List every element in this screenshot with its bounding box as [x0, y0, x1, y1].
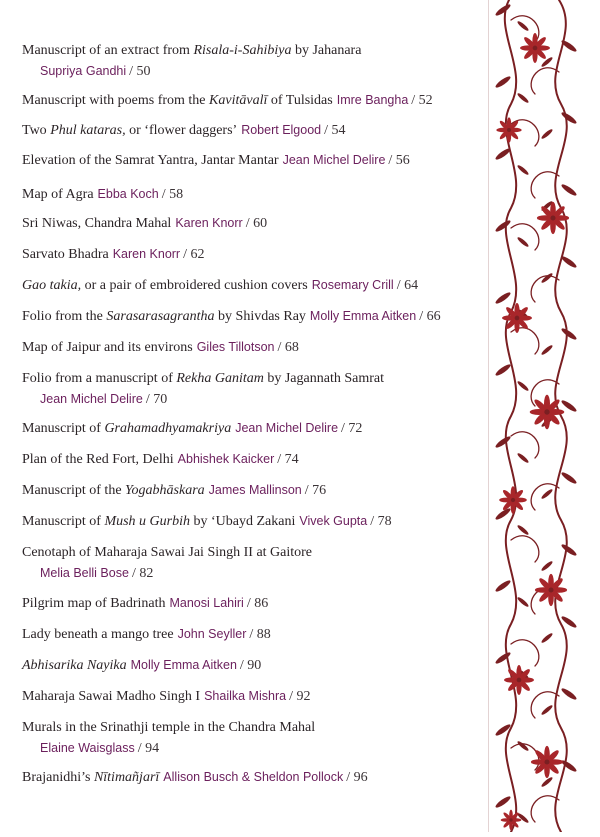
entry-page-number: / 50	[129, 64, 151, 79]
floral-vine-icon	[489, 0, 600, 832]
entry-credit	[231, 421, 362, 436]
entry-credit	[94, 187, 184, 202]
leaf-icon	[540, 344, 553, 356]
toc-entry[interactable]	[22, 275, 472, 296]
toc-entry[interactable]	[22, 717, 472, 759]
leaf-icon	[494, 3, 512, 17]
entry-author: Robert Elgood	[241, 123, 322, 137]
vine-tendril	[511, 224, 539, 250]
entry-page-number: / 74	[277, 452, 299, 467]
leaf-icon	[560, 111, 578, 125]
flower-icon	[535, 574, 567, 606]
entry-page-number: / 54	[324, 123, 346, 138]
toc-entry[interactable]	[22, 213, 472, 234]
entry-credit	[200, 689, 310, 704]
leaf-icon	[560, 687, 578, 701]
entry-credit	[159, 770, 367, 785]
toc-entry[interactable]	[22, 767, 472, 788]
entry-credit	[174, 627, 271, 642]
entry-author: Vivek Gupta	[299, 514, 368, 528]
entry-title: Manuscript of the Yogabhāskara	[22, 483, 205, 498]
entry-title: Gao takia, or a pair of embroidered cushion covers	[22, 278, 308, 293]
entry-author: Jean Michel Delire	[282, 153, 386, 167]
entry-title-italic: Rekha Ganitam	[176, 371, 264, 386]
entry-title-italic: Sarasarasagrantha	[106, 309, 215, 324]
entry-credit	[22, 563, 472, 584]
entry-title: Map of Agra	[22, 187, 94, 202]
leaf-icon	[494, 579, 512, 593]
leaf-icon	[494, 75, 512, 89]
toc-entry[interactable]	[22, 40, 472, 82]
entry-title: Manuscript of Mush u Gurbih by ‘Ubayd Zakani	[22, 514, 296, 529]
flower-icon	[496, 117, 521, 142]
entry-page-number: / 68	[277, 340, 299, 355]
entry-page-number: / 78	[370, 514, 392, 529]
entry-author: Shailka Mishra	[204, 689, 287, 703]
entry-page-number: / 88	[249, 627, 271, 642]
entry-author: Giles Tillotson	[196, 340, 275, 354]
entry-title: Brajanidhi’s Nītimañjarī	[22, 770, 160, 785]
entry-title	[22, 658, 127, 673]
entry-credit	[165, 596, 268, 611]
toc-entry[interactable]	[22, 120, 472, 141]
leaf-icon	[516, 20, 529, 32]
entry-credit	[22, 61, 472, 82]
entry-author: Karen Knorr	[175, 216, 243, 230]
entry-credit	[205, 483, 326, 498]
entry-page-number: / 90	[239, 658, 262, 673]
entry-title-italic: Nītimañjarī	[93, 770, 160, 785]
entry-title: Map of Jaipur and its environs	[22, 340, 193, 355]
leaf-icon	[516, 452, 529, 464]
entry-title-italic: Phul kataras,	[50, 123, 126, 138]
vine-tendril	[511, 536, 539, 562]
entry-author: Melia Belli Bose	[40, 566, 129, 580]
entry-author: Jean Michel Delire	[235, 421, 339, 435]
leaf-icon	[494, 147, 512, 161]
entry-title: Elevation of the Samrat Yantra, Jantar Mantar	[22, 153, 279, 168]
leaf-icon	[516, 524, 529, 536]
leaf-icon	[560, 327, 578, 341]
entry-credit	[306, 309, 441, 324]
toc-entry[interactable]	[22, 306, 472, 327]
entry-title: Sri Niwas, Chandra Mahal	[22, 216, 172, 231]
leaf-icon	[560, 255, 578, 269]
entry-credit	[333, 93, 433, 108]
leaf-icon	[560, 471, 578, 485]
leaf-icon	[516, 92, 529, 104]
entry-credit	[237, 123, 345, 138]
entry-author: Jean Michel Delire	[40, 392, 143, 406]
flower-icon	[504, 665, 534, 695]
entry-title: Plan of the Red Fort, Delhi	[22, 452, 174, 467]
leaf-icon	[560, 183, 578, 197]
entry-page-number: / 94	[137, 741, 160, 756]
leaf-icon	[540, 128, 553, 140]
entry-page-number: / 64	[396, 278, 419, 293]
flower-icon	[520, 33, 550, 63]
toc-entry[interactable]	[22, 686, 472, 707]
entry-credit	[109, 247, 205, 262]
entry-author: Molly Emma Aitken	[130, 658, 237, 672]
flower-icon	[502, 303, 532, 333]
entry-author: Ebba Koch	[97, 187, 159, 201]
entry-page-number: / 92	[289, 689, 311, 704]
entry-page-number: / 70	[145, 392, 168, 407]
entry-title: Two Phul kataras, or ‘flower daggers’	[22, 123, 238, 138]
vine-tendril	[511, 432, 539, 458]
flower-icon	[530, 395, 565, 430]
entry-title: Manuscript of Grahamadhyamakriya	[22, 421, 232, 436]
entry-page-number: / 52	[411, 93, 433, 108]
leaf-icon	[494, 363, 512, 377]
toc-entry[interactable]	[22, 90, 472, 111]
entry-title-italic: Mush u Gurbih	[104, 514, 190, 529]
toc-entry[interactable]	[22, 624, 472, 645]
toc-entry[interactable]	[22, 244, 472, 265]
entry-credit	[22, 389, 472, 410]
leaf-icon	[540, 560, 553, 572]
leaf-icon	[560, 543, 578, 557]
entry-title-italic: Abhisarika Nayika	[22, 658, 127, 673]
vine-stem	[555, 0, 567, 832]
entry-page-number: / 66	[419, 309, 441, 324]
leaf-icon	[516, 740, 529, 752]
leaf-icon	[516, 164, 529, 176]
entry-author: Imre Bangha	[336, 93, 409, 107]
entry-title: Folio from a manuscript of Rekha Ganitam by Jagannath Samrat	[22, 371, 384, 386]
entry-title-italic: Grahamadhyamakriya	[104, 421, 232, 436]
leaf-icon	[516, 236, 529, 248]
toc-entry[interactable]	[22, 150, 472, 171]
leaf-icon	[540, 632, 553, 644]
entry-page-number: / 76	[304, 483, 327, 498]
toc-entry[interactable]	[22, 449, 472, 470]
toc-entry[interactable]	[22, 418, 472, 439]
entry-credit	[279, 153, 410, 168]
leaf-icon	[494, 219, 512, 233]
toc-entry[interactable]	[22, 593, 472, 614]
entry-credit	[127, 658, 262, 673]
toc-entry[interactable]	[22, 368, 472, 410]
leaf-icon	[540, 272, 553, 284]
toc-entry[interactable]	[22, 655, 472, 676]
entry-page-number: / 58	[161, 187, 184, 202]
leaf-icon	[540, 488, 553, 500]
entry-credit	[171, 216, 267, 231]
entry-page-number: / 62	[183, 247, 205, 262]
entry-title-italic: Kavitāvalī	[209, 93, 268, 108]
entry-author: James Mallinson	[208, 483, 302, 497]
entry-author: Elaine Waisglass	[40, 741, 135, 755]
entry-page-number: / 82	[131, 566, 154, 581]
entry-page-number: / 96	[346, 770, 368, 785]
toc-entry[interactable]	[22, 184, 472, 205]
entry-credit	[174, 452, 299, 467]
entry-title: Cenotaph of Maharaja Sawai Jai Singh II at Gaitore	[22, 545, 313, 560]
leaf-icon	[540, 704, 553, 716]
entry-title: Manuscript with poems from the Kavitāvalī of Tulsidas	[22, 93, 333, 108]
entry-credit	[308, 278, 418, 293]
entry-credit	[193, 340, 299, 355]
entry-title: Manuscript of an extract from Risala-i-Sahibiya by Jahanara	[22, 43, 362, 58]
entry-credit	[295, 514, 391, 529]
entry-page-number: / 56	[388, 153, 410, 168]
toc-entry[interactable]	[22, 511, 472, 532]
entry-author: Rosemary Crill	[311, 278, 394, 292]
leaf-icon	[516, 596, 529, 608]
entry-author: Abhishek Kaicker	[177, 452, 275, 466]
entry-author: Manosi Lahiri	[169, 596, 244, 610]
entry-page-number: / 72	[341, 421, 363, 436]
toc-entry[interactable]	[22, 337, 472, 358]
entry-title: Lady beneath a mango tree	[22, 627, 174, 642]
entry-credit	[22, 738, 472, 759]
entry-author: Supriya Gandhi	[40, 64, 127, 78]
leaf-icon	[494, 435, 512, 449]
entry-author: Karen Knorr	[112, 247, 181, 261]
entry-title: Sarvato Bhadra	[22, 247, 109, 262]
entry-author: Allison Busch & Sheldon Pollock	[163, 770, 344, 784]
floral-border	[488, 0, 600, 832]
entry-title-italic: Gao takia,	[22, 278, 82, 293]
entry-author: Molly Emma Aitken	[309, 309, 417, 323]
entry-page-number: / 86	[246, 596, 269, 611]
entry-title: Maharaja Sawai Madho Singh I	[22, 689, 201, 704]
entry-page-number: / 60	[245, 216, 268, 231]
leaf-icon	[494, 795, 512, 809]
flower-icon	[531, 746, 563, 778]
flower-icon	[501, 810, 522, 831]
entry-title: Folio from the Sarasarasagrantha by Shivdas Ray	[22, 309, 306, 324]
flower-icon	[499, 486, 527, 514]
entry-title: Murals in the Srinathji temple in the Chandra Mahal	[22, 720, 316, 735]
vine-tendril	[511, 328, 539, 354]
entry-title: Pilgrim map of Badrinath	[22, 596, 166, 611]
leaf-icon	[494, 291, 512, 305]
entry-author: John Seyller	[177, 627, 247, 641]
flower-icon	[537, 202, 569, 234]
entry-title-italic: Risala-i-Sahibiya	[193, 43, 292, 58]
toc-entry[interactable]	[22, 480, 472, 501]
vine-tendril	[511, 640, 539, 666]
toc-entry[interactable]	[22, 542, 472, 584]
leaf-icon	[516, 380, 529, 392]
entry-title-italic: Yogabhāskara	[125, 483, 205, 498]
